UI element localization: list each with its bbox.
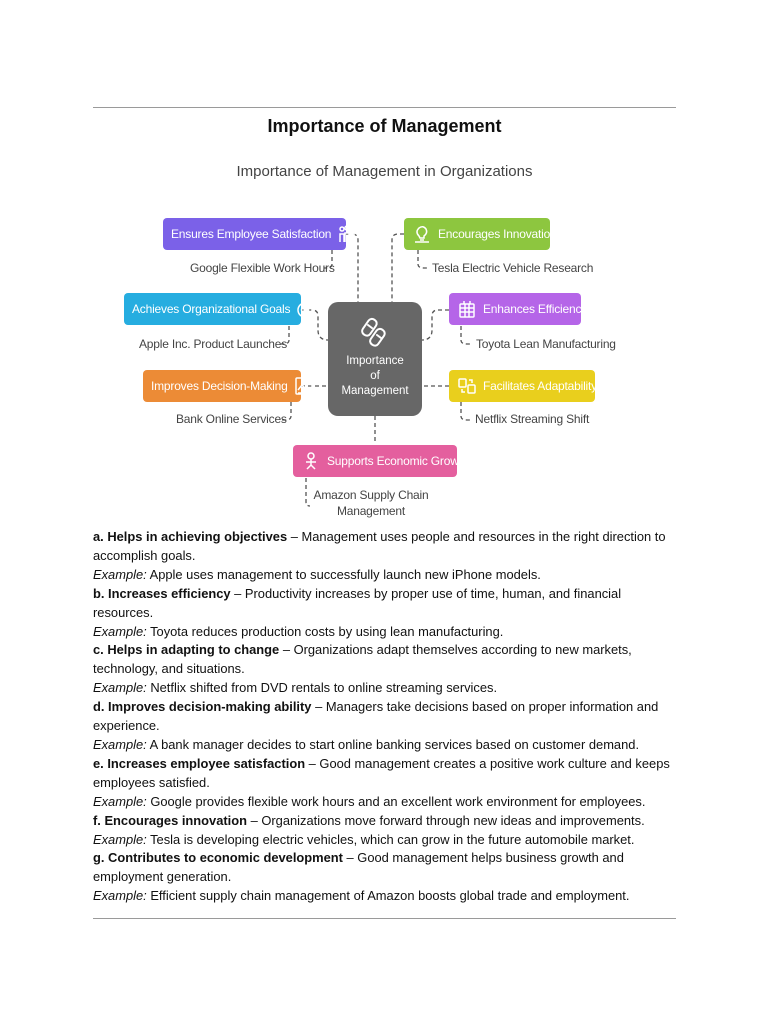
target-icon — [296, 299, 316, 319]
node-label: Improves Decision-Making — [151, 379, 288, 393]
example-innovation: Tesla Electric Vehicle Research — [432, 261, 594, 275]
node-label: Enhances Efficiency — [483, 302, 588, 316]
connector-efficiency — [422, 310, 449, 340]
point-f — [93, 812, 676, 831]
example-b — [93, 623, 676, 642]
example-c — [93, 679, 676, 698]
connector-ex-adaptability — [461, 402, 470, 420]
example-text: Google provides flexible work hours and an excellent work environment for employees. — [146, 793, 646, 809]
point-text: – Productivity increases by proper use of time, human, and financial resources. — [93, 585, 622, 620]
connector-ex-efficiency — [461, 326, 470, 344]
example-key: Example: — [93, 623, 147, 639]
point-label: f. Encourages innovation — [93, 812, 247, 828]
hub-label: Importance of Management — [341, 355, 409, 397]
node-label: Encourages Innovation — [438, 227, 557, 241]
example-key: Example: — [93, 680, 147, 696]
point-label: g. Contributes to economic development — [93, 850, 343, 866]
example-decision-making: Bank Online Services — [176, 412, 287, 426]
point-g — [93, 849, 676, 887]
example-f — [93, 831, 676, 850]
point-label: d. Improves decision-making ability — [93, 699, 312, 715]
management-hub — [328, 302, 422, 416]
point-label: a. Helps in achieving objectives — [93, 529, 288, 544]
node-label: Ensures Employee Satisfaction — [171, 227, 332, 241]
example-employee-satisfaction: Google Flexible Work Hours — [190, 261, 335, 275]
point-text: – Organizations move forward through new ideas and improvements. — [247, 812, 645, 828]
example-key: Example: — [93, 888, 147, 904]
point-e — [93, 755, 676, 793]
factory-icon — [457, 299, 477, 319]
node-label: Facilitates Adaptability — [483, 379, 597, 393]
node-efficiency — [449, 293, 588, 325]
example-d — [93, 736, 676, 755]
management-icon — [360, 316, 390, 350]
example-key: Example: — [93, 793, 147, 809]
people-icon — [337, 224, 357, 244]
point-text: – Good management helps business growth and employment generation. — [93, 850, 624, 885]
diagram-title: Importance of Management in Organizations — [236, 163, 533, 180]
example-efficiency: Toyota Lean Manufacturing — [476, 337, 616, 351]
example-key: Example: — [93, 736, 147, 752]
node-employee-satisfaction — [163, 218, 346, 250]
point-b — [93, 585, 676, 623]
point-a — [93, 528, 676, 566]
example-text: Tesla is developing electric vehicles, which can grow in the future automobile market. — [146, 831, 635, 847]
node-label: Achieves Organizational Goals — [132, 302, 291, 316]
node-organizational-goals — [124, 293, 301, 325]
lightbulb-icon — [412, 224, 432, 244]
point-c — [93, 641, 676, 679]
connector-ex-innovation — [418, 250, 427, 268]
connector-employee-satisfaction — [346, 234, 358, 302]
example-text: Efficient supply chain management of Amazon boosts global trade and employment. — [146, 888, 630, 904]
example-g — [93, 887, 676, 906]
growth-icon — [301, 451, 321, 471]
point-d — [93, 698, 676, 736]
node-economic-growth — [293, 445, 469, 477]
node-label: Supports Economic Growth — [327, 454, 469, 468]
example-a — [93, 566, 676, 585]
chart-icon — [294, 376, 314, 396]
point-text: – Good management creates a positive work culture and keeps employees satisfied. — [93, 755, 670, 790]
example-text: Toyota reduces production costs by using lean manufacturing. — [146, 623, 504, 639]
node-innovation — [404, 218, 557, 250]
bottom-divider — [93, 918, 676, 919]
example-organizational-goals: Apple Inc. Product Launches — [139, 337, 288, 351]
example-adaptability: Netflix Streaming Shift — [475, 412, 590, 426]
example-text: A bank manager decides to start online banking services based on customer demand. — [146, 736, 640, 752]
page-title: Importance of Management — [267, 116, 502, 136]
point-text: – Management uses people and resources in the right direction to accomplish goals. — [93, 529, 666, 563]
point-label: c. Helps in adapting to change — [93, 642, 280, 658]
connector-innovation — [392, 234, 404, 302]
example-economic-growth: Amazon Supply Chain Management — [313, 488, 429, 518]
example-e — [93, 793, 676, 812]
example-key: Example: — [93, 566, 147, 582]
point-text: – Organizations adapt themselves according to new markets, technology, and situations. — [93, 642, 632, 677]
example-key: Example: — [93, 831, 147, 847]
point-label: b. Increases efficiency — [93, 585, 231, 601]
example-text: Netflix shifted from DVD rentals to online streaming services. — [146, 680, 498, 696]
point-label: e. Increases employee satisfaction — [93, 755, 306, 771]
points-list — [93, 528, 676, 906]
point-text: – Managers take decisions based on proper information and experience. — [93, 699, 659, 734]
node-adaptability — [449, 370, 595, 402]
connector-ex-economic — [306, 478, 310, 506]
node-decision-making — [143, 370, 301, 402]
example-text: Apple uses management to successfully launch new iPhone models. — [146, 566, 541, 582]
swap-icon — [457, 376, 477, 396]
